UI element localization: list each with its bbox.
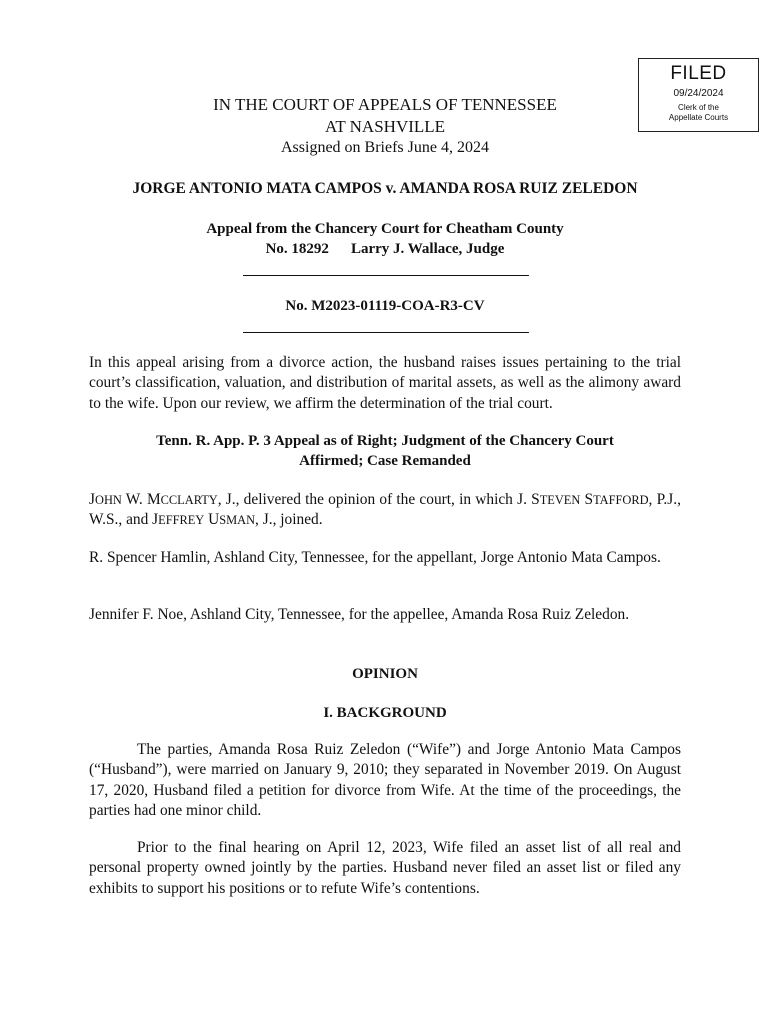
section-heading: I. BACKGROUND bbox=[323, 705, 447, 721]
authorship-statement: JOHN W. MCCLARTY, J., delivered the opinion of the court, in which J. STEVEN STAFFORD, P.J., W.S., and JEFFREY USMAN, J., joined. bbox=[89, 491, 681, 529]
court-name: IN THE COURT OF APPEALS OF TENNESSEE bbox=[213, 95, 557, 114]
trial-case-number: No. 18292 bbox=[265, 241, 329, 257]
trial-judge: Larry J. Wallace, Judge bbox=[350, 241, 505, 257]
body-paragraph-2: Prior to the final hearing on April 12, 2023, Wife filed an asset list of all real and personal property owned jointly by the parties. Husband never filed an asset list or filed any exhibits to support his positions or to refute Wife’s contentions. bbox=[89, 839, 681, 897]
assigned-date: Assigned on Briefs June 4, 2024 bbox=[281, 139, 489, 156]
case-title: JORGE ANTONIO MATA CAMPOS v. AMANDA ROSA RUIZ ZELEDON bbox=[132, 180, 638, 197]
court-location: AT NASHVILLE bbox=[324, 117, 446, 136]
filed-stamp-courts: Appellate Courts bbox=[668, 113, 729, 122]
counsel-appellee: Jennifer F. Noe, Ashland City, Tennessee, for the appellee, Amanda Rosa Ruiz Zeledon. bbox=[89, 606, 630, 623]
appeal-origin: Appeal from the Chancery Court for Cheatham County bbox=[206, 221, 564, 237]
divider-bottom bbox=[243, 332, 529, 333]
disposition-line2: Affirmed; Case Remanded bbox=[299, 453, 471, 469]
disposition-line1: Tenn. R. App. P. 3 Appeal as of Right; Judgment of the Chancery Court bbox=[156, 433, 614, 449]
appeal-number-judge bbox=[0, 239, 770, 259]
body-paragraph-1: The parties, Amanda Rosa Ruiz Zeledon (“Wife”) and Jorge Antonio Mata Campos (“Husband”), were married on January 9, 2010; they separated in November 2019. On August 17, 2020, Husband filed a petition for divorce from Wife. At the time of the proceedings, the parties had one minor child. bbox=[89, 741, 681, 819]
docket-number: No. M2023-01119-COA-R3-CV bbox=[285, 298, 485, 314]
filed-stamp-clerk: Clerk of the bbox=[678, 103, 719, 112]
filed-stamp-date: 09/24/2024 bbox=[673, 88, 724, 99]
filed-stamp-word: FILED bbox=[670, 63, 727, 84]
case-summary: In this appeal arising from a divorce action, the husband raises issues pertaining to the trial court’s classification, valuation, and distribution of marital assets, as well as the alimony award to the wife. Upon our review, we affirm the determination of the trial court. bbox=[89, 354, 681, 412]
divider-top bbox=[243, 275, 529, 276]
opinion-heading: OPINION bbox=[352, 666, 418, 682]
counsel-appellant: R. Spencer Hamlin, Ashland City, Tennessee, for the appellant, Jorge Antonio Mata Campos. bbox=[89, 549, 661, 566]
